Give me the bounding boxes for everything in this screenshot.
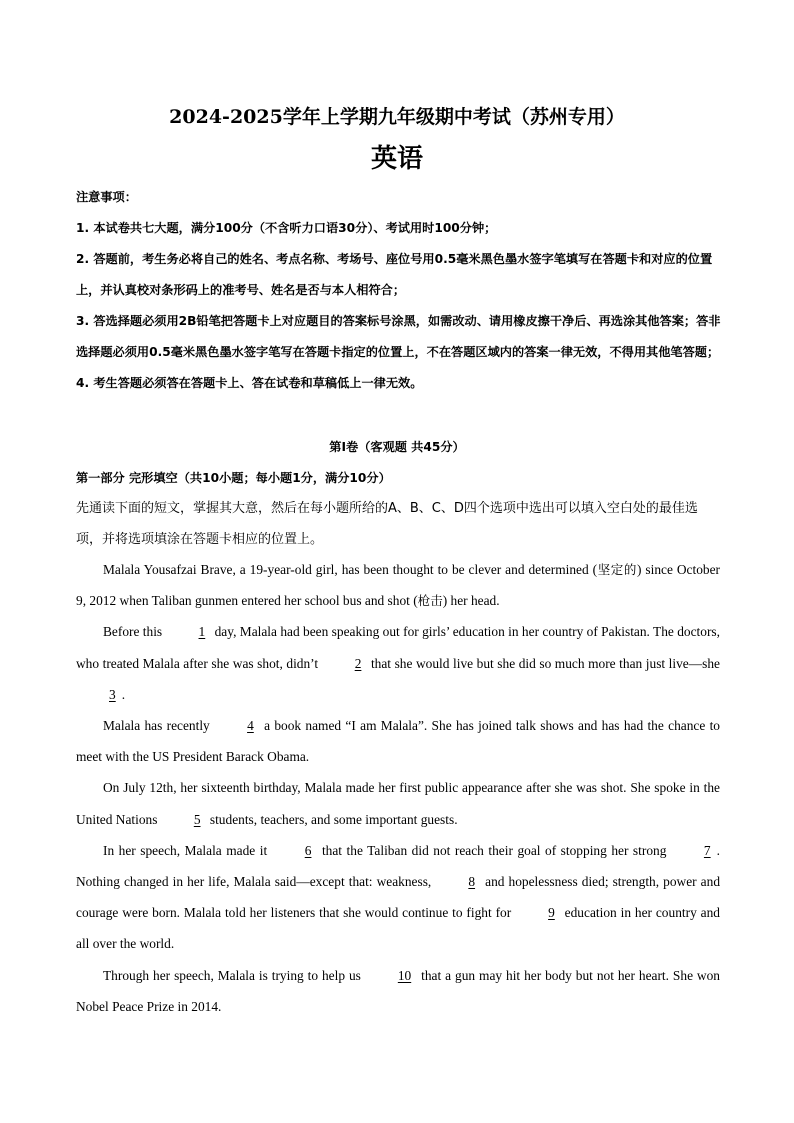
passage-paragraph: [76, 710, 720, 772]
notice-item: 1. 本试卷共七大题，满分100分（不含听力口语30分）、考试用时100分钟；: [76, 221, 497, 235]
blank-1: 1: [198, 624, 206, 640]
gloss-text: 枪击: [417, 593, 443, 609]
passage-text: day, Malala had been speaking out for girls’ education in her country of Pakistan. The doctors, who treated Malala after she was shot, didn’t: [76, 624, 720, 671]
passage-text: a book named “I am Malala”. She has joined talk shows and has had the chance to meet with the US President Barack Obama.: [76, 718, 721, 765]
cloze-passage: [76, 554, 720, 1022]
passage-text: students, teachers, and some important guests.: [209, 811, 458, 827]
passage-text: Through her speech, Malala is trying to help us: [103, 967, 361, 983]
subject-title: 英语: [370, 144, 423, 174]
passage-text: .: [121, 686, 126, 702]
passage-text: Before this: [103, 624, 163, 640]
passage-text: ) her head.: [442, 593, 500, 609]
blank-5: 5: [193, 811, 201, 827]
passage-paragraph: [76, 960, 720, 1022]
part-title: 第一部分 完形填空（共10小题；每小题1分，满分10分）: [76, 471, 391, 485]
passage-paragraph: [76, 554, 720, 616]
passage-paragraph: [76, 616, 720, 710]
section-title: 第Ⅰ卷（客观题 共45分）: [329, 440, 465, 454]
gloss-text: 坚定的: [597, 562, 638, 577]
notice-item: 2. 答题前，考生务必将自己的姓名、考点名称、考场号、座位号用0.5毫米黑色墨水签字笔填写在答题卡和对应的位置上，并认真校对条形码上的准考号、姓名是否与本人相符合；: [76, 252, 713, 297]
passage-text: On July 12th, her sixteenth birthday, Malala made her first public appearance after she was shot. She spoke in the United Nations: [76, 780, 720, 827]
passage-text: ) since October 9, 2012 when Taliban gunmen entered her school bus and shot (: [76, 562, 721, 609]
blank-2: 2: [354, 655, 362, 671]
instructions: 先通读下面的短文，掌握其大意，然后在每小题所给的A、B、C、D四个选项中选出可以填入空白处的最佳选项，并将选项填涂在答题卡相应的位置上。: [76, 501, 698, 547]
blank-8: 8: [468, 874, 476, 890]
passage-text: . Nothing changed in her life, Malala said—except that: weakness,: [76, 842, 720, 890]
notice-block: [76, 182, 726, 399]
blank-9: 9: [548, 905, 555, 921]
blank-10: 10: [397, 967, 412, 983]
passage-text: In her speech, Malala made it: [103, 842, 268, 858]
blank-4: 4: [247, 718, 254, 734]
blank-7: 7: [703, 842, 711, 858]
notice-item: 4. 考生答题必须答在答题卡上、答在试卷和草稿低上一律无效。: [76, 376, 423, 390]
passage-paragraph: [76, 772, 720, 834]
notice-item: 3. 答选择题必须用2B铅笔把答题卡上对应题目的答案标号涂黑，如需改动、请用橡皮擦干净后、再选涂其他答案；答非选择题必须用0.5毫米黑色墨水签字笔写在答题卡指定的位置上，不在答题区域内的答案一律无效，不得用其他笔答题；: [76, 314, 721, 359]
passage-text: and hopelessness died; strength, power and courage were born. Malala told her listeners that she would continue to fight for: [76, 874, 721, 921]
passage-text: Malala has recently: [103, 718, 210, 734]
passage-text: that the Taliban did not reach their goal of stopping her strong: [321, 842, 667, 858]
blank-3: 3: [109, 686, 116, 702]
passage-text: Malala Yousafzai Brave, a 19-year-old girl, has been thought to be clever and determined (: [103, 562, 598, 577]
notice-heading: 注意事项：: [76, 190, 137, 204]
passage-paragraph: [76, 835, 720, 960]
exam-title: 2024-2025学年上学期九年级期中考试（苏州专用）: [169, 106, 625, 128]
passage-text: education in her country and all over the world.: [76, 905, 720, 952]
blank-6: 6: [304, 842, 312, 858]
passage-text: that she would live but she did so much more than just live—she: [370, 655, 720, 671]
passage-text: that a gun may hit her body but not her heart. She won Nobel Peace Prize in 2014.: [76, 967, 720, 1014]
